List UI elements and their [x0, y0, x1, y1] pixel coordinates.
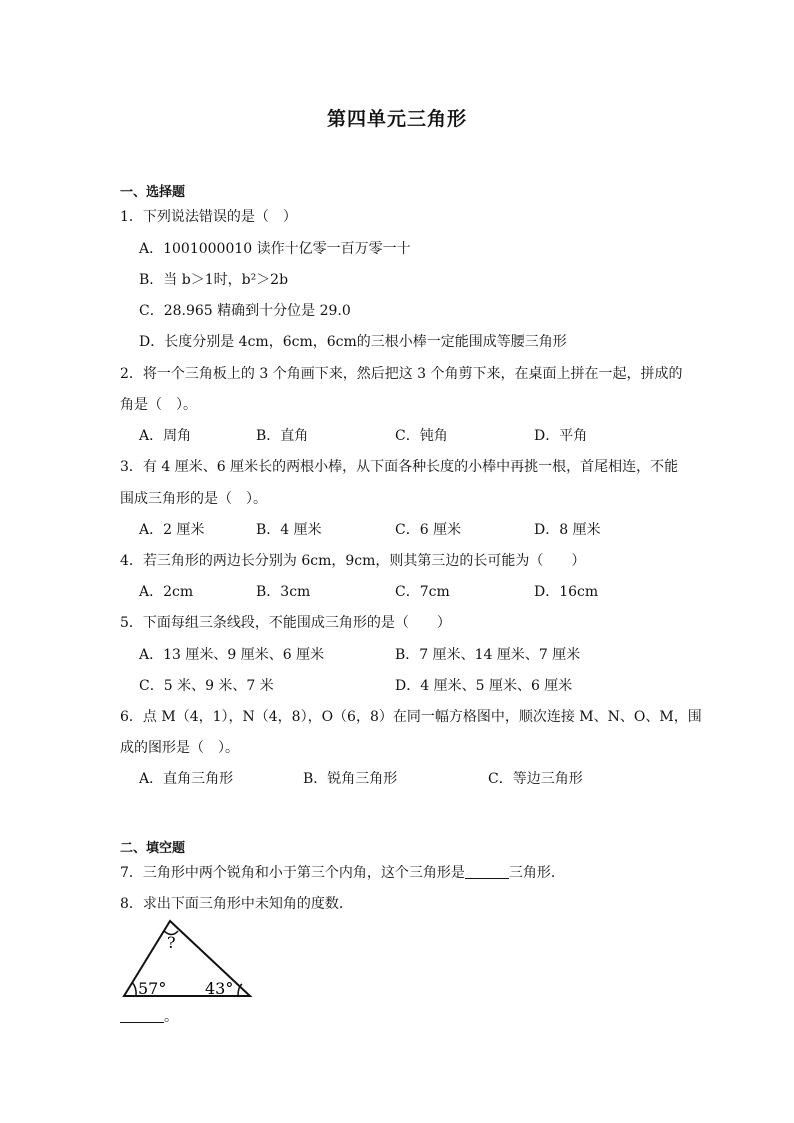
question-3-stem-line1: 3．有 4 厘米、6 厘米长的两根小棒，从下面各种长度的小棒中再挑一根，首尾相连，不能 — [120, 459, 679, 475]
question-2-option-c: C．钝角 — [395, 428, 448, 444]
question-5-option-b: B．7 厘米、14 厘米、7 厘米 — [395, 647, 581, 663]
question-5-option-d: D．4 厘米、5 厘米、6 厘米 — [395, 678, 573, 694]
question-2-stem-line1: 2．将一个三角板上的 3 个角画下来，然后把这 3 个角剪下来，在桌面上拼在一起，拼成的 — [120, 366, 683, 382]
question-8-answer-suffix: 。 — [164, 1009, 178, 1025]
question-4-option-c: C．7cm — [395, 584, 450, 600]
section-heading-choice: 一、选择题 — [120, 185, 186, 200]
question-6-stem-line1: 6．点 M（4，1），N（4，8），O（6，8）在同一幅方格图中，顺次连接 M、N、O、M，围 — [120, 709, 702, 725]
question-7-text-after: 三角形． — [508, 865, 565, 881]
question-2-stem-line2: 角是（ ）。 — [120, 397, 197, 413]
question-1-option-c: C．28.965 精确到十分位是 29.0 — [139, 303, 351, 319]
question-3-option-b: B．4 厘米 — [256, 522, 322, 538]
question-8-blank[interactable] — [120, 1008, 164, 1023]
question-5-option-a: A．13 厘米、9 厘米、6 厘米 — [139, 647, 325, 663]
question-7-text-before: 7．三角形中两个锐角和小于第三个内角，这个三角形是 — [120, 865, 465, 881]
question-4-option-b: B．3cm — [256, 584, 311, 600]
question-4-stem: 4．若三角形的两边长分别为 6cm，9cm，则其第三边的长可能为（ ） — [120, 553, 586, 569]
question-5-option-c: C．5 米、9 米、7 米 — [139, 678, 274, 694]
triangle-right-angle-label: 43° — [205, 979, 234, 998]
question-5-stem: 5．下面每组三条线段，不能围成三角形的是（ ） — [120, 615, 451, 631]
page-title: 第四单元三角形 — [326, 108, 467, 130]
triangle-left-angle-label: 57° — [138, 979, 167, 998]
question-1-stem: 1．下列说法错误的是（ ） — [120, 209, 297, 225]
question-6-option-a: A．直角三角形 — [139, 771, 234, 787]
question-1-option-d: D．长度分别是 4cm，6cm，6cm的三根小棒一定能围成等腰三角形 — [139, 334, 567, 350]
section-heading-fill: 二、填空题 — [120, 841, 186, 856]
question-6-stem-line2: 成的图形是（ ）。 — [120, 740, 239, 756]
question-6-option-c: C．等边三角形 — [488, 771, 583, 787]
question-1-option-a: A．1001000010 读作十亿零一百万零一十 — [139, 241, 411, 257]
question-8-stem: 8．求出下面三角形中未知角的度数． — [120, 896, 353, 912]
question-2-option-a: A．周角 — [139, 428, 192, 444]
question-7-blank[interactable] — [465, 864, 509, 879]
left-angle-arc — [132, 982, 136, 996]
question-4-option-a: A．2cm — [139, 584, 194, 600]
question-2-option-d: D．平角 — [534, 428, 588, 444]
question-7 — [120, 862, 565, 882]
question-2-option-b: B．直角 — [256, 428, 309, 444]
question-4-option-d: D．16cm — [534, 584, 599, 600]
question-3-stem-line2: 围成三角形的是（ ）。 — [120, 491, 267, 507]
question-6-option-b: B．锐角三角形 — [303, 771, 398, 787]
triangle-top-label: ? — [167, 933, 176, 952]
question-3-option-d: D．8 厘米 — [534, 522, 601, 538]
question-3-option-c: C．6 厘米 — [395, 522, 462, 538]
question-3-option-a: A．2 厘米 — [139, 522, 205, 538]
triangle-figure — [118, 918, 258, 1002]
question-8-answer — [120, 1006, 178, 1026]
question-1-option-b: B．当 b＞1时，b²＞2b — [139, 272, 289, 288]
